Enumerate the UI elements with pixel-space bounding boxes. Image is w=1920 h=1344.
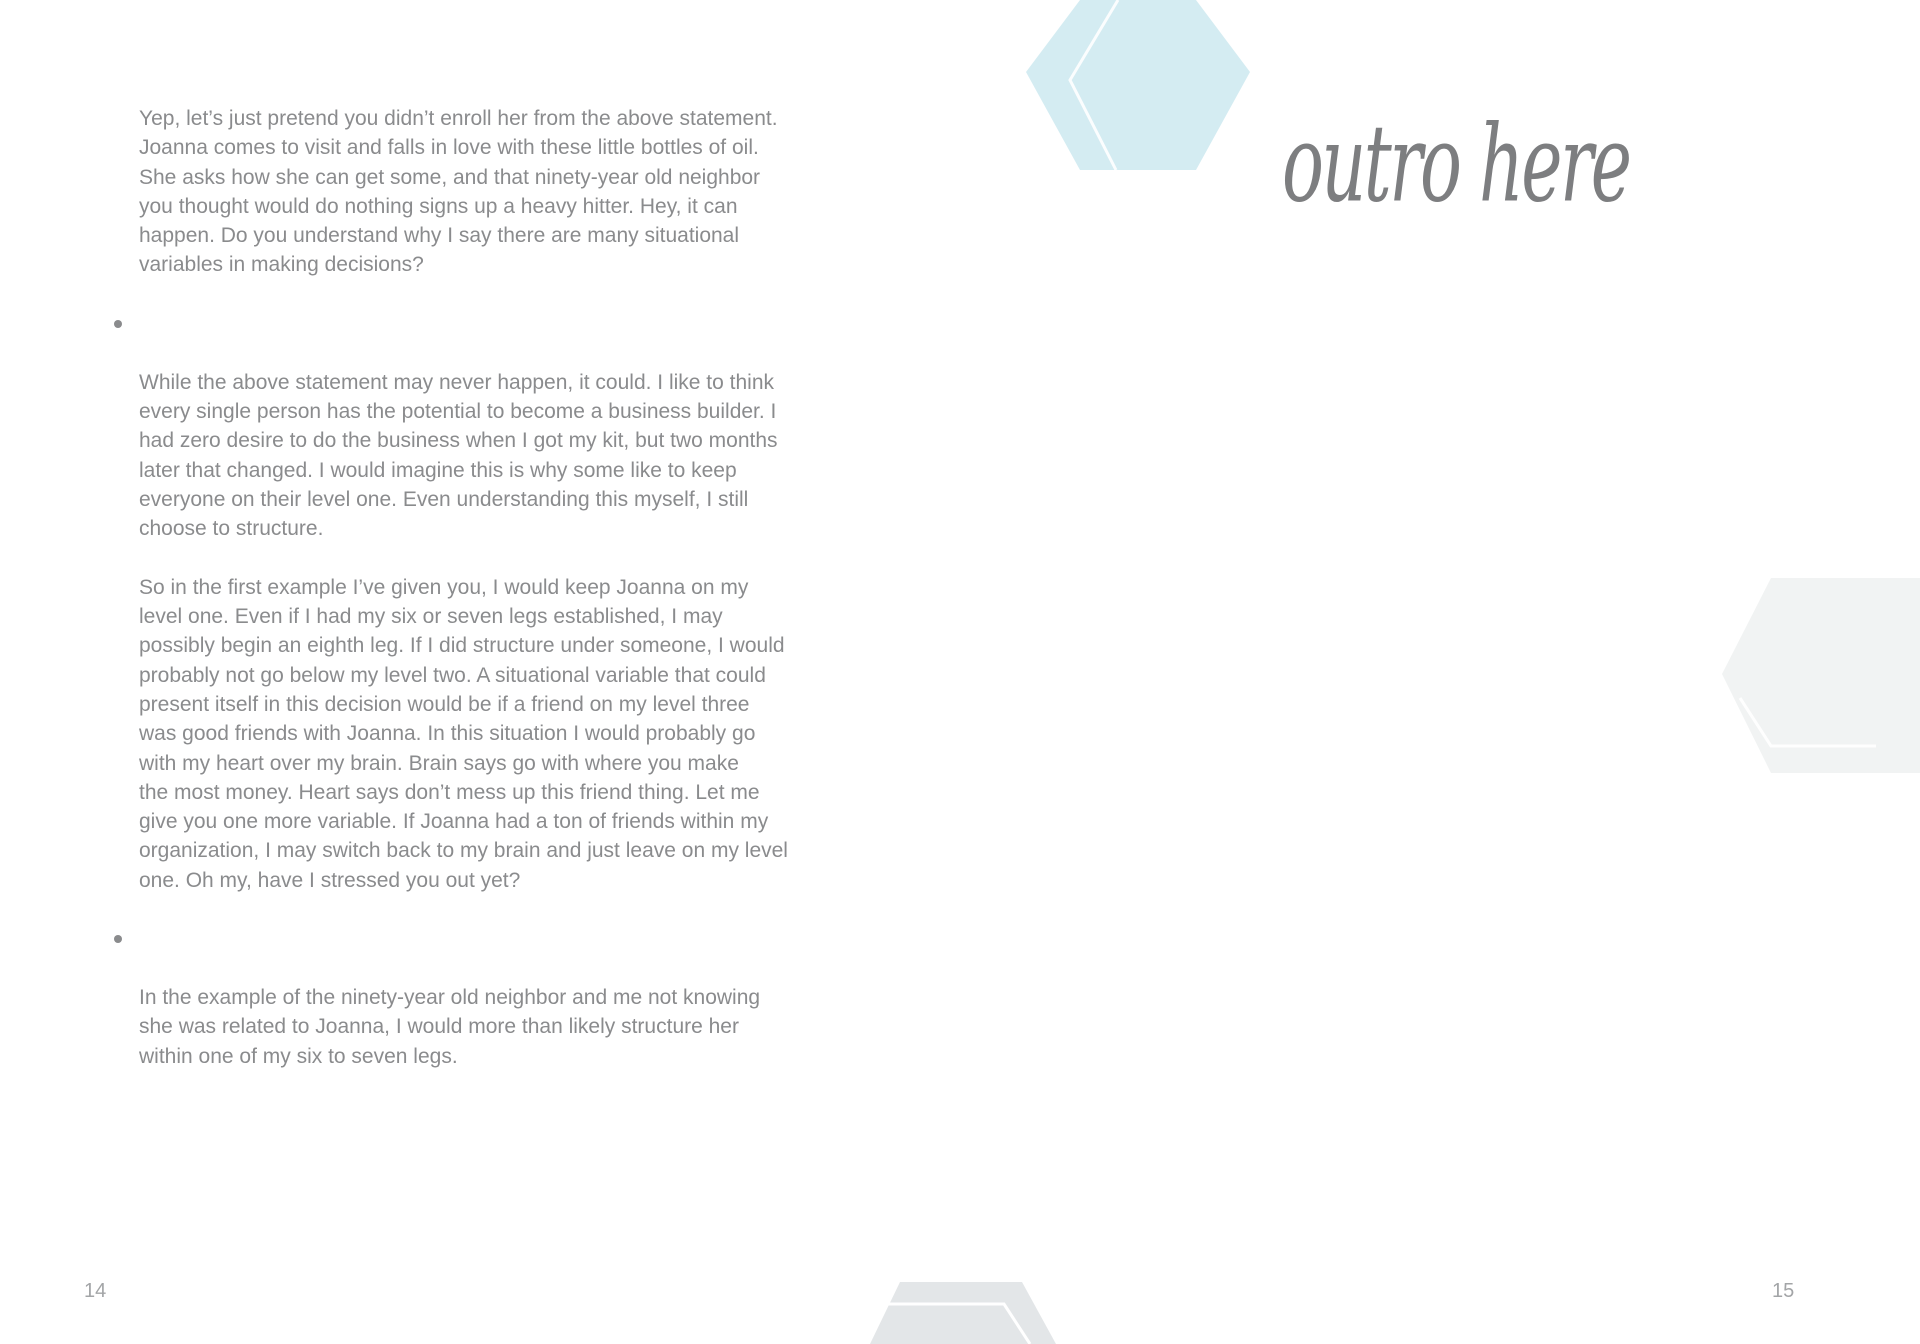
body-text <box>139 104 839 1100</box>
bullet-text: While the above statement may never happen, it could. I like to think every single person has the potential to become a business builder. I had zero desire to do the business when I got my kit, but two months later that changed. I would imagine this is why some like to keep everyone on their level one. Even understanding this myself, I still choose to structure. <box>139 370 778 541</box>
section-title <box>1282 120 1702 250</box>
bullet-item <box>139 309 839 543</box>
section-title-text: outro here <box>1282 120 1630 227</box>
page-number-right: 15 <box>1772 1280 1795 1302</box>
paragraph-intro: Yep, let’s just pretend you didn’t enroll her from the above statement. Joanna comes to visit and falls in love with these little bottles of oil. She asks how she can get some, and that ninety-year old neighbor you thought would do nothing signs up a heavy hitter. Hey, it can happen. Do you understand why I say there are many situational variables in making decisions? <box>139 107 778 277</box>
paragraph-example: So in the first example I’ve given you, I would keep Joanna on my level one. Even if I had my six or seven legs established, I may possibly begin an eighth leg. If I did structure under someone, I would probably not go below my level two. A situational variable that could present itself in this decision would be if a friend on my level three was good friends with Joanna. In this situation I would probably go with my heart over my brain. Brain says go with where you make the most money. Heart says don’t mess up this friend thing. Let me give you one more variable. If Joanna had a ton of friends within my organization, I may switch back to my brain and just leave on my level one. Oh my, have I stressed you out yet? <box>139 575 788 892</box>
page-number-left: 14 <box>84 1280 107 1302</box>
bullet-item <box>139 924 839 1070</box>
bullet-dot-icon <box>114 935 122 943</box>
bullet-text: In the example of the ninety-year old neighbor and me not knowing she was related to Joanna, I would more than likely structure her within one of my six to seven legs. <box>139 985 761 1068</box>
section-title-svg <box>1282 120 1702 250</box>
bullet-dot-icon <box>114 320 122 328</box>
